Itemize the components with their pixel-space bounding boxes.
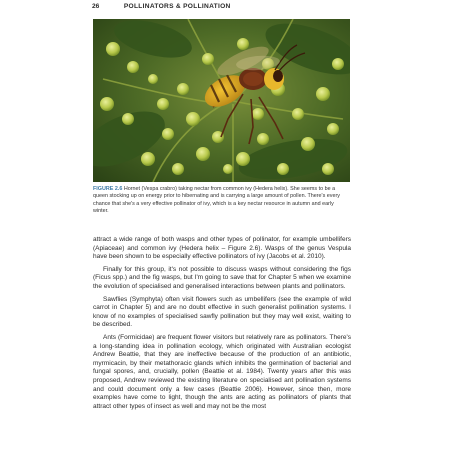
figure-caption-text: Hornet (Vespa crabro) taking nectar from common ivy (Hedera helix). She seems to be a queen stocking up on energy prior to hibernating and is carrying a large amount of pollen. There's every chance that she's a very effective pollinator of ivy, which is a key nectar resource in autumn and early winter. — [93, 186, 340, 214]
paragraph: Ants (Formicidae) are frequent flower visitors but relatively rare as pollinators. There's a long-standing idea in pollination ecology, which originated with Australian ecologist Andrew Beattie, that they are ineffective because of the production of an antibiotic, myrmicacin, by their metathoracic glands which inhibits the germination of bacterial and fungal spores, and, crucially, pollen (Beattie et al. 1984). Twenty years after this was proposed, Andrew reviewed the existing literature on specialised ant pollination systems and could document only a few cases (Beattie 2006). However, since then, more examples have come to light, though the ants are acting as pollinators of plants that attract other types of insect as well and may not be the most — [93, 333, 351, 410]
running-header — [92, 3, 231, 11]
running-title: POLLINATORS & POLLINATION — [123, 3, 231, 10]
page-number: 26 — [92, 3, 100, 10]
paragraph: Sawflies (Symphyta) often visit flowers such as umbellifers (see the example of wild carrot in Chapter 5) and are no doubt effective in such generalist pollination systems. I know of no examples of specialised sawfly pollination but they may well exist, waiting to be described. — [93, 295, 351, 329]
paragraph: Finally for this group, it's not possible to discuss wasps without considering the figs (Ficus spp.) and the fig wasps, but I'm going to save that for Chapter 5 when we examine the evolution of specialised and generalised interactions between plants and pollinators. — [93, 265, 351, 290]
figure-caption — [93, 186, 350, 215]
figure-label: FIGURE 2.6 — [93, 186, 123, 192]
photo-illustration — [93, 19, 350, 182]
hornet-on-ivy-photo — [93, 19, 350, 182]
paragraph: attract a wide range of both wasps and other types of pollinator, for example umbellifers (Apiaceae) and common ivy (Hedera helix – Figure 2.6). Wasps of the genus Vespula have been shown to be especially effective pollinators of ivy (Jacobs et al. 2010). — [93, 236, 351, 261]
body-text — [93, 236, 351, 411]
